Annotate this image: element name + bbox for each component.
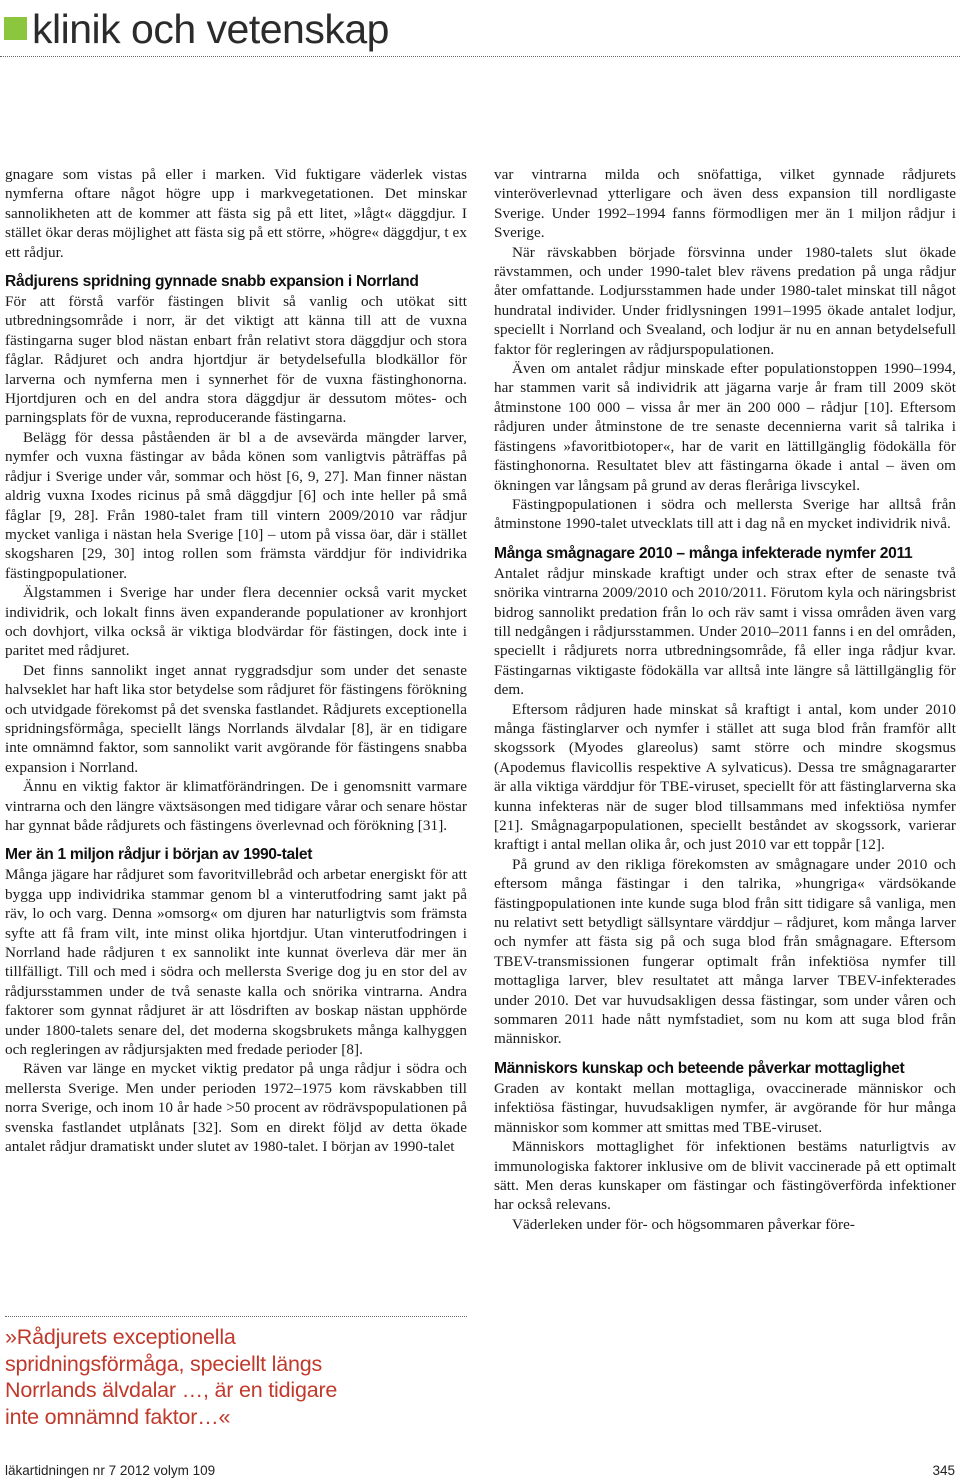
journal-footer: läkartidningen nr 7 2012 volym 109 [5, 1463, 216, 1478]
paragraph: Räven var länge en mycket viktig predator på unga rådjur i södra och mellersta Sverige. Men under perioden 1972–1975 kom rävskabben till norra Sverige, och inom 10 år hade >50 procent av rödrävspopulationen på svenska fastlandet utplånats [32]. Som en direkt följd av detta ökade antalet rådjur dramatiskt under slutet av 1980-talet. I början av 1990-talet [5, 1060, 467, 1156]
paragraph: var vintrarna milda och snöfattiga, vilket gynnade rådjurets vinteröverlevnad ytterligare och även dess expansion till nordligaste Sverige. Under 1992–1994 fanns förmodligen mer än 1 miljon rådjur i Sverige. [494, 166, 956, 242]
paragraph: Eftersom rådjuren hade minskat så kraftigt i antal, kom under 2010 många fästinglarver och nymfer i stället att suga blod från framför allt skogssork (Myodes glareolus) samt större och mindre skogsmus (Apodemus flavicollis respektive A sylvaticus). Dessa tre smågnagararter är alla viktiga värddjur för TBE-viruset, speciellt för att fästinglarverna ska kunna infekteras när de suger blod tillsammans med infektiösa nymfer [21]. Smågnagarpopulationen, speciellt beståndet av skogssork, varierar kraftigt i antal mellan olika år, och just 2010 var ett toppår [12]. [494, 700, 956, 854]
pull-quote [5, 1316, 467, 1430]
paragraph: För att förstå varför fästingen blivit så vanlig och utökat sitt utbredningsområde i norr, är det viktigt att känna till att de vuxna fästingarna suger blod nästan enbart från relativt stora däggdjur och stora fåglar. Rådjuret och andra hjortdjur är betydelsefulla blodkällor för larverna och nymferna men i synnerhet för de vuxna fästinghonorna. Hjortdjuren och en del andra stora däggdjur är dessutom mötes- och parningsplats för de vuxna, reproducerande fästingarna. [5, 293, 467, 427]
page-number: 345 [932, 1463, 955, 1478]
paragraph: På grund av den rikliga förekomsten av smågnagare under 2010 och eftersom många fästingar i den talrika, »hungriga« värdsökande fästingpopulationen inte kunde suga blod från sitt tidigare så vanliga, men nu relativt sett betydligt sällsyntare värddjur – rådjuret, kom många larver och nymfer att fästa sig på och suga blod från smågnagare. Eftersom TBEV-transmissionen fungerar optimalt från infektiösa nymfer till mottagliga larver, blev resultatet att många larver TBEV-infekterades under 2010. Det var huvudsakligen dessa fästingar, som under våren och sommaren 2011 hade nått nymfstadiet, som nu kom att suga blod från människor. [494, 855, 956, 1048]
subheading: Rådjurens spridning gynnade snabb expansion i Norrland [5, 273, 419, 291]
section-title: klinik och vetenskap [32, 6, 389, 52]
right-column [494, 165, 956, 1234]
paragraph: gnagare som vistas på eller i marken. Vid fuktigare väderlek vistas nymferna oftare något högre upp i markvegetationen. Det minskar sannolikheten att de kommer att fästa sig på ett litet, »lågt« däggdjur. I stället ökar deras möjlighet att fästa sig på ett större, »högre« däggdjur, t ex ett rådjur. [5, 166, 467, 261]
paragraph: Många jägare har rådjuret som favoritvillebråd och arbetar energiskt för att bygga upp individrika stammar genom bl a vinterutfodring samt jakt på räv, lo och varg. Denna »omsorg« om djuren har naturligtvis som främsta syfte att få fram vilt, inte minst olika hjortdjur. Utan vinterutfodringen i Norrland hade rådjuren t ex sannolikt inte kunnat överleva där mer än tillfälligt. Till och med i södra och mellersta Sverige dog ju en stor del av rådjursstammen under de två senaste kalla och snörika vintrarna. Andra faktorer som gynnat rådjuret är att lösdriften av boskap nästan upphörde under 1800-talets senare del, det moderna skogsbrukets många kalhyggen och regleringen av rådjursjakten med fredade perioder [8]. [5, 866, 467, 1059]
paragraph: Väderleken under för- och högsommaren påverkar före- [512, 1215, 856, 1233]
paragraph: Antalet rådjur minskade kraftigt under och strax efter de senaste två snörika vintrarna 2009/2010 och 2010/2011. Förutom kyla och näringsbrist bidrog sannolikt predation från lo och räv samt i vissa områden även varg till nedgången i rådjursstammen. Under 2010–2011 fanns i en del områden, speciellt i rådjurets norra utbredningsområde, få eller inga rådjur kvar. Fästingarnas viktigaste födokälla var alltså inte längre så lättillgänglig för dem. [494, 564, 956, 699]
paragraph: Graden av kontakt mellan mottagliga, ovaccinerade människor och infektiösa fästingar, huvudsakligen nymfer, är avgörande för hur många människor som kommer att smittas med TBE-viruset. [494, 1079, 956, 1136]
paragraph: Fästingpopulationen i södra och mellersta Sverige har alltså från åtminstone 1990-talet utvecklats till att i dag nå en mycket individrik nivå. [494, 495, 956, 533]
subheading: Människors kunskap och beteende påverkar mottaglighet [494, 1059, 905, 1077]
paragraph: Ännu en viktig faktor är klimatförändringen. De i genomsnitt varmare vintrarna och den längre växtsäsongen med tidigare vårar och senare höstar har gynnat både rådjurets och fästingens överlevnad och förökning [31]. [5, 778, 467, 834]
left-column [5, 165, 467, 1157]
paragraph: Människors mottaglighet för infektionen bestäms naturligtvis av immunologiska faktorer inklusive om de blivit vaccinerade på ett optimalt sätt. Men deras kunskaper om fästingar och fästingöverförda infektioner har också relevans. [494, 1138, 956, 1214]
page-header [0, 0, 960, 62]
paragraph: Det finns sannolikt inget annat ryggradsdjur som under det senaste halvseklet har haft lika stor betydelse som rådjuret för fästingens förökning och utvidgade förekomst på det svenska fastlandet. Rådjurets exceptionella spridningsförmåga, speciellt längs Norrlands älvdalar [8], är en tidigare inte omnämnd faktor, som sannolikt varit avgörande för fästingens snabba expansion i Norrland. [5, 661, 467, 776]
subheading: Många smågnagare 2010 – många infekterade nymfer 2011 [494, 544, 913, 562]
paragraph: När rävskabben började försvinna under 1980-talets slut ökade rävstammen, och under 1990-talet blev rävens predation på unga rådjur åter omfattande. Lodjursstammen hade under 1980-talet minskat till något hundratal individer. Under fridlysningen 1991–1995 ökade antalet lodjur, speciellt i Norrland och Svealand, och lodjur är nu en annan betydelsefull faktor för regleringen av rådjurspopulationen. [494, 243, 956, 358]
pull-quote-text: »Rådjurets exceptionella spridningsförmåga, speciellt längs Norrlands älvdalar …, är en tidigare inte omnämnd faktor…« [5, 1325, 338, 1429]
section-color-square [4, 17, 27, 40]
subheading: Mer än 1 miljon rådjur i början av 1990-talet [5, 846, 313, 864]
paragraph: Älgstammen i Sverige har under flera decennier också varit mycket individrik, och lokalt finns även expanderande populationer av kronhjort och dovhjort, vilka också är viktiga blodvärdar för fästingen, dock inte i paritet med rådjuret. [5, 584, 467, 660]
header-divider [0, 56, 960, 58]
paragraph: Även om antalet rådjur minskade efter populationstoppen 1990–1994, har stammen varit så individrik att jägarna varje år fram till 2009 sköt åtminstone 100 000 – vissa år mer än 200 000 – rådjur [10]. Eftersom rådjuren under åtminstone de tre senaste decennierna varit så talrika i fästingens »favoritbiotoper«, har de varit en lättillgänglig födokälla för fästinghonorna. Resultatet blev att fästingarna ökade i antal – även om ökningen var långsam på grund av deras fleråriga livscykel. [494, 360, 956, 494]
paragraph: Belägg för dessa påståenden är bl a de avsevärda mängder larver, nymfer och vuxna fästingar av båda könen som vanligtvis påträffas på rådjur i Sverige under vår, sommar och höst [6, 9, 27]. Man finner nästan aldrig vuxna Ixodes ricinus på små däggdjur [6] och inte heller på små fåglar [9, 28]. Från 1980-talet fram till vintern 2009/2010 var rådjur mycket vanliga i nästan hela Sverige [10] – utom på vissa öar, där i stället skogsharen [29, 30] intog rollen som främsta värddjur för individrika fästingpopulationer. [5, 428, 467, 582]
